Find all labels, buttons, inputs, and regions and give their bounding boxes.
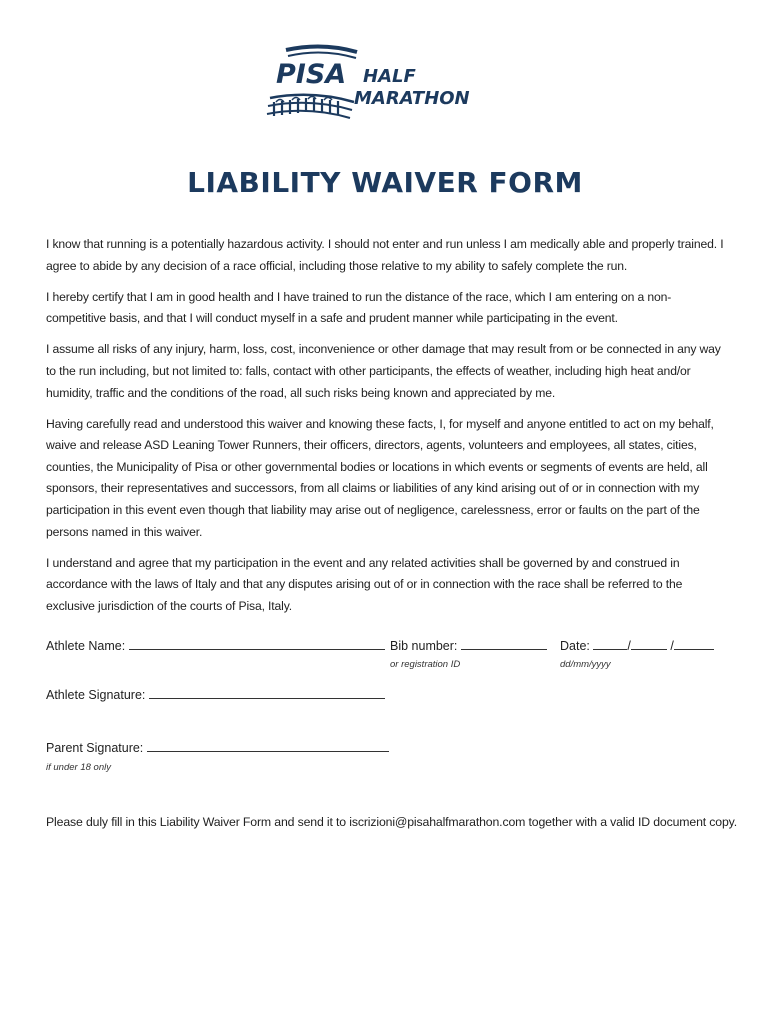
waiver-body bbox=[46, 234, 726, 627]
waiver-paragraph: Having carefully read and understood this waiver and knowing these facts, I, for myself and anyone entitled to act on my behalf, waive and release ASD Leaning Tower Runners, their officers, directors, agents, volunteers and employees, all states, cities, counties, the Municipality of Pisa or other governmental bodies or locations in which events or segments of events are held, all sponsors, their representatives and successors, from all claims or liabilities of any kind arising out of or in connection with my participation in this event even though that liability may arise out of negligence, carelessness, error or faults on the part of the persons named in this waiver. bbox=[46, 416, 714, 539]
logo-marathon-text: MARATHON bbox=[354, 88, 470, 109]
date-field bbox=[560, 637, 714, 653]
waiver-paragraph: I assume all risks of any injury, harm, loss, cost, inconvenience or other damage that may result from or be connected in any way to the run including, but not limited to: falls, contact with other participants, the effects of weather, including high heat and/or humidity, traffic and the conditions of the road, all such risks being known and appreciated by me. bbox=[46, 342, 721, 400]
bib-number-hint: or registration ID bbox=[390, 659, 461, 670]
date-label: Date: bbox=[560, 639, 590, 653]
athlete-signature-input[interactable] bbox=[149, 686, 385, 699]
waiver-paragraph: I know that running is a potentially hazardous activity. I should not enter and run unless I am medically able and properly trained. I agree to abide by any decision of a race official, including those relative to my ability to safely complete the run. bbox=[46, 237, 724, 273]
bib-number-input[interactable] bbox=[461, 637, 547, 650]
parent-signature-input[interactable] bbox=[147, 739, 389, 752]
waiver-paragraph: I hereby certify that I am in good health and I have trained to run the distance of the race, which I am entering on a non-competitive basis, and that I will conduct myself in a safe and prudent manner while participating in the event. bbox=[46, 289, 672, 326]
logo-pisa-text: PISA bbox=[276, 59, 347, 90]
date-day-input[interactable] bbox=[593, 637, 627, 650]
submission-instructions: Please duly fill in this Liability Waiver Form and send it to iscrizioni@pisahalfmarathon.com together with a valid ID document copy. bbox=[46, 815, 738, 829]
parent-signature-label: Parent Signature: bbox=[46, 741, 144, 755]
logo-half-text: HALF bbox=[363, 66, 416, 87]
date-separator: / bbox=[670, 639, 674, 653]
bib-number-label: Bib number: bbox=[390, 639, 458, 653]
athlete-name-field bbox=[46, 637, 385, 653]
athlete-signature-label: Athlete Signature: bbox=[46, 688, 146, 702]
pisa-half-marathon-logo bbox=[262, 40, 512, 124]
bib-number-field bbox=[390, 637, 547, 653]
date-year-input[interactable] bbox=[674, 637, 714, 650]
parent-signature-hint: if under 18 only bbox=[46, 762, 111, 773]
page-title: LIABILITY WAIVER FORM bbox=[187, 166, 583, 199]
date-separator: / bbox=[627, 639, 631, 653]
parent-signature-field bbox=[46, 739, 389, 755]
athlete-name-input[interactable] bbox=[129, 637, 385, 650]
waiver-paragraph: I understand and agree that my participation in the event and any related activities shall be governed by and construed in accordance with the laws of Italy and that any disputes arising out of or in connection with the race shall be referred to the exclusive jurisdiction of the courts of Pisa, Italy. bbox=[46, 555, 683, 613]
date-format-hint: dd/mm/yyyy bbox=[560, 659, 611, 670]
athlete-signature-field bbox=[46, 686, 385, 702]
athlete-name-label: Athlete Name: bbox=[46, 639, 126, 653]
date-month-input[interactable] bbox=[631, 637, 667, 650]
